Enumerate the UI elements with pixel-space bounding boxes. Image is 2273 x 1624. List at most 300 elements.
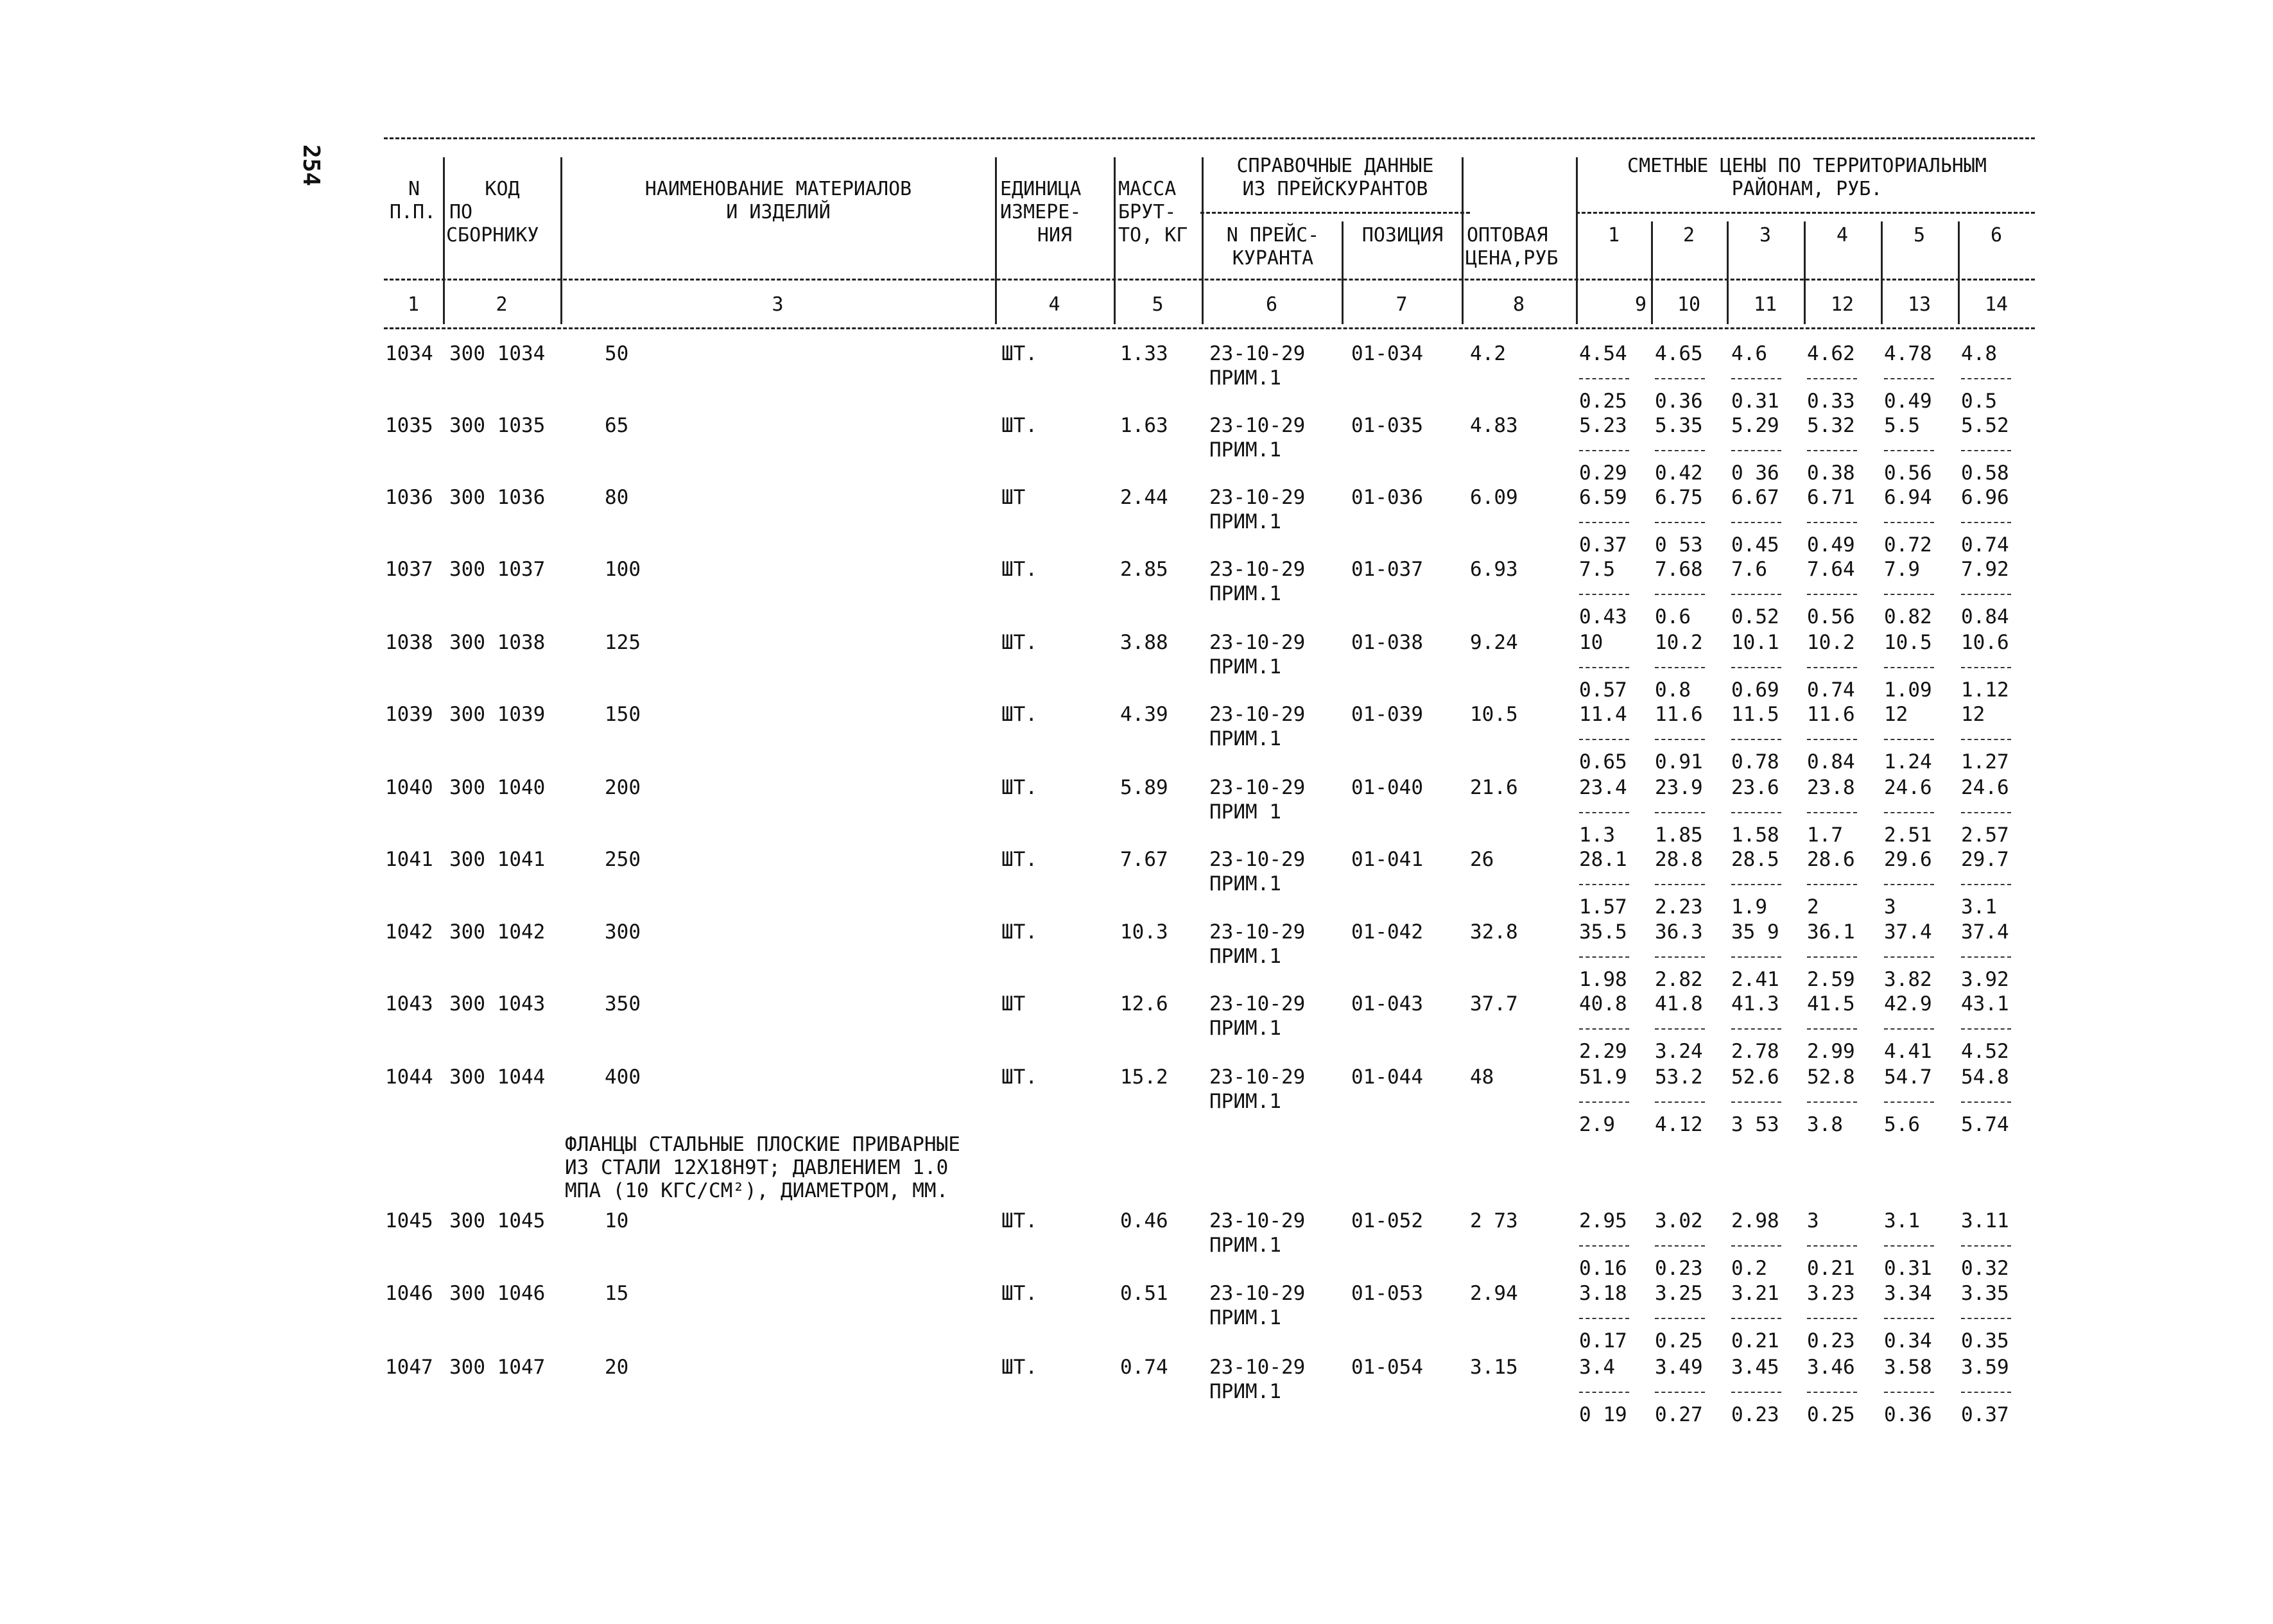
fraction-rule [1579,594,1629,595]
fraction-rule [1655,1245,1705,1247]
price-bottom: 1.85 [1655,824,1703,847]
hdr-unit-3: НИЯ [1037,224,1073,246]
price-bottom: 0.91 [1655,750,1703,773]
price-bottom: 0.23 [1731,1403,1779,1426]
hdr-district: 3 [1759,224,1772,246]
price-bottom: 2.78 [1731,1040,1779,1063]
row-unit: ШТ. [1001,1282,1037,1305]
price-top: 2.95 [1579,1209,1627,1232]
row-name: 150 [605,703,641,726]
fraction-rule [1807,884,1857,885]
price-bottom: 0.25 [1655,1329,1703,1352]
price-bottom: 5.74 [1961,1113,2009,1136]
price-top: 37.4 [1961,920,2009,944]
hdr-name: НАИМЕНОВАНИЕ МАТЕРИАЛОВ [644,178,912,200]
row-wholesale-price: 2 73 [1470,1209,1518,1232]
price-top: 6.96 [1961,486,2009,509]
price-top: 29.6 [1884,848,1932,871]
row-position: 01-039 [1351,703,1423,726]
header-mid-rule [384,279,2035,281]
price-top: 7.5 [1579,558,1615,581]
fraction-rule [1961,956,2011,958]
price-bottom: 0.84 [1961,605,2009,628]
price-bottom: 2 [1807,895,1819,919]
price-bottom: 1.9 [1731,895,1767,919]
price-top: 36.1 [1807,920,1855,944]
row-code: 300 1041 [449,848,546,871]
price-bottom: 5.6 [1884,1113,1920,1136]
row-unit: ШТ. [1001,1066,1037,1089]
row-number: 1042 [385,920,433,944]
row-pricelist-note: ПРИМ 1 [1209,800,1281,824]
row-unit: ШТ. [1001,848,1037,871]
row-unit: ШТ [1001,992,1026,1015]
row-position: 01-041 [1351,848,1423,871]
hdr-pp: П.П. [389,201,436,223]
row-mass: 15.2 [1120,1066,1168,1089]
fraction-rule [1961,522,2011,523]
fraction-rule [1884,594,1934,595]
row-name: 80 [605,486,629,509]
hdr-prices-2: РАЙОНАМ, РУБ. [1731,178,1883,200]
header-bottom-rule [384,327,2035,329]
price-top: 23.9 [1655,776,1703,799]
price-top: 3 [1807,1209,1819,1232]
price-top: 5.23 [1579,414,1627,437]
fraction-rule [1579,812,1629,813]
row-wholesale-price: 48 [1470,1066,1494,1089]
price-bottom: 0.6 [1655,605,1691,628]
row-code: 300 1040 [449,776,546,799]
price-bottom: 0.56 [1884,462,1932,485]
hdr-pos: ПОЗИЦИЯ [1361,224,1444,246]
col-number: 6 [1265,293,1278,316]
row-name: 350 [605,992,641,1015]
fraction-rule [1579,956,1629,958]
hdr-code-sb: СБОРНИКУ [446,224,539,246]
price-bottom: 4.52 [1961,1040,2009,1063]
price-bottom: 2.29 [1579,1040,1627,1063]
fraction-rule [1807,667,1857,668]
price-top: 4.65 [1655,342,1703,365]
fraction-rule [1961,1318,2011,1319]
row-mass: 0.46 [1120,1209,1168,1232]
fraction-rule [1807,1318,1857,1319]
col-number: 9 [1634,293,1646,316]
section-title-line2: ИЗ СТАЛИ 12Х18Н9Т; ДАВЛЕНИЕМ 1.0 [565,1156,949,1179]
price-top: 4.62 [1807,342,1855,365]
col-number: 2 [496,293,508,316]
row-pricelist: 23-10-29 [1209,1066,1306,1089]
row-unit: ШТ. [1001,920,1037,944]
fraction-rule [1579,1028,1629,1030]
hdr-unit-1: ЕДИНИЦА [1000,178,1082,200]
price-top: 41.5 [1807,992,1855,1015]
row-code: 300 1046 [449,1282,546,1305]
hdr-district: 1 [1607,224,1620,246]
row-pricelist-note: ПРИМ.1 [1209,655,1281,678]
fraction-rule [1807,739,1857,740]
price-bottom: 0.82 [1884,605,1932,628]
price-top: 29.7 [1961,848,2009,871]
price-bottom: 0.42 [1655,462,1703,485]
price-top: 37.4 [1884,920,1932,944]
fraction-rule [1731,1028,1781,1030]
row-mass: 7.67 [1120,848,1168,871]
row-pricelist: 23-10-29 [1209,1282,1306,1305]
row-pricelist: 23-10-29 [1209,1209,1306,1232]
fraction-rule [1655,812,1705,813]
fraction-rule [1655,1101,1705,1103]
fraction-rule [1884,1318,1934,1319]
fraction-rule [1884,956,1934,958]
price-top: 23.4 [1579,776,1627,799]
price-top: 43.1 [1961,992,2009,1015]
row-position: 01-037 [1351,558,1423,581]
row-number: 1036 [385,486,433,509]
price-top: 3.11 [1961,1209,2009,1232]
row-mass: 3.88 [1120,631,1168,654]
price-bottom: 0.49 [1807,533,1855,557]
price-bottom: 2.9 [1579,1113,1615,1136]
price-top: 52.8 [1807,1066,1855,1089]
fraction-rule [1655,667,1705,668]
price-top: 2.98 [1731,1209,1779,1232]
fraction-rule [1655,1028,1705,1030]
row-number: 1035 [385,414,433,437]
row-mass: 5.89 [1120,776,1168,799]
row-pricelist: 23-10-29 [1209,414,1306,437]
fraction-rule [1579,1101,1629,1103]
row-code: 300 1035 [449,414,546,437]
price-top: 5.35 [1655,414,1703,437]
fraction-rule [1731,667,1781,668]
section-title-line1: ФЛАНЦЫ СТАЛЬНЫЕ ПЛОСКИЕ ПРИВАРНЫЕ [565,1133,960,1156]
price-bottom: 1.24 [1884,750,1932,773]
row-number: 1047 [385,1356,433,1379]
hdr-prices-1: СМЕТНЫЕ ЦЕНЫ ПО ТЕРРИТОРИАЛЬНЫМ [1627,155,1987,177]
row-number: 1041 [385,848,433,871]
row-code: 300 1045 [449,1209,546,1232]
price-bottom: 0.21 [1807,1257,1855,1280]
fraction-rule [1731,812,1781,813]
price-top: 52.6 [1731,1066,1779,1089]
price-top: 28.1 [1579,848,1627,871]
price-top: 7.9 [1884,558,1920,581]
price-bottom: 0.43 [1579,605,1627,628]
price-top: 3.45 [1731,1356,1779,1379]
row-pricelist-note: ПРИМ.1 [1209,1090,1281,1113]
price-bottom: 1.27 [1961,750,2009,773]
price-top: 10.2 [1807,631,1855,654]
fraction-rule [1961,739,2011,740]
row-position: 01-054 [1351,1356,1423,1379]
price-bottom: 1.58 [1731,824,1779,847]
row-number: 1038 [385,631,433,654]
col-number: 13 [1907,293,1932,316]
price-top: 23.8 [1807,776,1855,799]
row-number: 1046 [385,1282,433,1305]
fraction-rule [1884,1028,1934,1030]
row-name: 50 [605,342,629,365]
price-bottom: 2.59 [1807,968,1855,991]
row-position: 01-035 [1351,414,1423,437]
price-bottom: 3.8 [1807,1113,1843,1136]
row-pricelist: 23-10-29 [1209,703,1306,726]
row-pricelist: 23-10-29 [1209,776,1306,799]
price-top: 7.64 [1807,558,1855,581]
row-unit: ШТ. [1001,558,1037,581]
price-bottom: 2.99 [1807,1040,1855,1063]
price-top: 51.9 [1579,1066,1627,1089]
fraction-rule [1579,739,1629,740]
row-pricelist: 23-10-29 [1209,1356,1306,1379]
price-bottom: 0.5 [1961,390,1997,413]
fraction-rule [1731,1245,1781,1247]
price-bottom: 1.57 [1579,895,1627,919]
row-pricelist-note: ПРИМ.1 [1209,1306,1281,1329]
price-top: 11.4 [1579,703,1627,726]
price-top: 5.52 [1961,414,2009,437]
price-top: 4.6 [1731,342,1767,365]
hdr-ref-1: СПРАВОЧНЫЕ ДАННЫЕ [1236,155,1434,177]
row-pricelist: 23-10-29 [1209,992,1306,1015]
price-bottom: 0 53 [1655,533,1703,557]
price-bottom: 0 19 [1579,1403,1627,1426]
hdr-n: N [408,178,420,200]
price-bottom: 0.74 [1961,533,2009,557]
price-top: 11.6 [1655,703,1703,726]
row-unit: ШТ. [1001,1209,1037,1232]
price-top: 41.3 [1731,992,1779,1015]
price-bottom: 0.65 [1579,750,1627,773]
price-top: 5.32 [1807,414,1855,437]
page-number: 254 [298,144,324,187]
col-number: 8 [1512,293,1525,316]
ref-group-rule [1200,212,1470,214]
row-code: 300 1042 [449,920,546,944]
row-pricelist-note: ПРИМ.1 [1209,727,1281,750]
fraction-rule [1807,1028,1857,1030]
price-top: 11.6 [1807,703,1855,726]
row-pricelist-note: ПРИМ.1 [1209,367,1281,390]
price-top: 3.34 [1884,1282,1932,1305]
row-position: 01-034 [1351,342,1423,365]
price-bottom: 4.12 [1655,1113,1703,1136]
fraction-rule [1655,1392,1705,1393]
fraction-rule [1731,739,1781,740]
price-bottom: 0.29 [1579,462,1627,485]
fraction-rule [1655,378,1705,379]
prices-group-rule [1576,212,2035,214]
price-bottom: 0.37 [1961,1403,2009,1426]
row-code: 300 1039 [449,703,546,726]
price-bottom: 0.78 [1731,750,1779,773]
price-top: 7.92 [1961,558,2009,581]
hdr-district: 5 [1913,224,1926,246]
price-bottom: 0.49 [1884,390,1932,413]
hdr-district: 2 [1682,224,1695,246]
col-number: 10 [1677,293,1701,316]
row-code: 300 1047 [449,1356,546,1379]
fraction-rule [1807,956,1857,958]
price-bottom: 0.21 [1731,1329,1779,1352]
row-unit: ШТ. [1001,631,1037,654]
price-top: 4.54 [1579,342,1627,365]
price-bottom: 0.84 [1807,750,1855,773]
hdr-code: КОД [485,178,520,200]
price-top: 3.23 [1807,1282,1855,1305]
row-pricelist: 23-10-29 [1209,342,1306,365]
hdr-mass-1: МАССА [1118,178,1177,200]
fraction-rule [1884,378,1934,379]
price-top: 10.2 [1655,631,1703,654]
fraction-rule [1807,812,1857,813]
fraction-rule [1807,378,1857,379]
price-bottom: 0.31 [1884,1257,1932,1280]
price-bottom: 0.35 [1961,1329,2009,1352]
price-bottom: 0.23 [1807,1329,1855,1352]
price-top: 6.67 [1731,486,1779,509]
fraction-rule [1655,956,1705,958]
row-number: 1043 [385,992,433,1015]
row-name: 400 [605,1066,641,1089]
price-bottom: 0.25 [1579,390,1627,413]
row-number: 1037 [385,558,433,581]
price-bottom: 0.37 [1579,533,1627,557]
price-top: 6.71 [1807,486,1855,509]
fraction-rule [1961,812,2011,813]
row-unit: ШТ. [1001,342,1037,365]
row-number: 1040 [385,776,433,799]
fraction-rule [1961,1245,2011,1247]
fraction-rule [1961,594,2011,595]
price-top: 40.8 [1579,992,1627,1015]
row-code: 300 1038 [449,631,546,654]
price-bottom: 0.16 [1579,1257,1627,1280]
fraction-rule [1807,1392,1857,1393]
row-mass: 1.33 [1120,342,1168,365]
price-bottom: 0.69 [1731,678,1779,702]
price-bottom: 0.17 [1579,1329,1627,1352]
price-bottom: 0.52 [1731,605,1779,628]
price-top: 3.59 [1961,1356,2009,1379]
row-wholesale-price: 4.2 [1470,342,1506,365]
fraction-rule [1731,522,1781,523]
price-bottom: 0.32 [1961,1257,2009,1280]
price-top: 5.29 [1731,414,1779,437]
fraction-rule [1961,1028,2011,1030]
col-number: 11 [1753,293,1777,316]
row-pricelist: 23-10-29 [1209,486,1306,509]
price-bottom: 0.56 [1807,605,1855,628]
fraction-rule [1655,739,1705,740]
row-mass: 10.3 [1120,920,1168,944]
row-number: 1045 [385,1209,433,1232]
col-number: 14 [1984,293,2009,316]
row-pricelist-note: ПРИМ.1 [1209,945,1281,968]
fraction-rule [1807,1245,1857,1247]
row-position: 01-043 [1351,992,1423,1015]
col-number: 4 [1048,293,1060,316]
col-number: 12 [1830,293,1854,316]
row-position: 01-038 [1351,631,1423,654]
price-top: 3.1 [1884,1209,1920,1232]
row-pricelist-note: ПРИМ.1 [1209,1380,1281,1403]
price-top: 5.5 [1884,414,1920,437]
row-pricelist: 23-10-29 [1209,631,1306,654]
row-name: 250 [605,848,641,871]
price-top: 10.1 [1731,631,1779,654]
price-bottom: 3.1 [1961,895,1997,919]
row-position: 01-053 [1351,1282,1423,1305]
price-bottom: 3 [1884,895,1896,919]
price-top: 7.6 [1731,558,1767,581]
hdr-pk-2: КУРАНТА [1232,247,1314,270]
price-bottom: 0.36 [1655,390,1703,413]
row-wholesale-price: 3.15 [1470,1356,1518,1379]
price-top: 3.58 [1884,1356,1932,1379]
hdr-pk-1: N ПРЕЙС- [1226,224,1320,246]
row-mass: 2.44 [1120,486,1168,509]
price-top: 11.5 [1731,703,1779,726]
price-top: 35 9 [1731,920,1779,944]
row-unit: ШТ. [1001,414,1037,437]
price-top: 6.94 [1884,486,1932,509]
row-wholesale-price: 6.09 [1470,486,1518,509]
price-bottom: 1.7 [1807,824,1843,847]
price-bottom: 0.31 [1731,390,1779,413]
price-bottom: 0.2 [1731,1257,1767,1280]
row-pricelist-note: ПРИМ.1 [1209,582,1281,605]
hdr-unit-2: ИЗМЕРЕ- [1000,201,1082,223]
price-bottom: 3.24 [1655,1040,1703,1063]
row-position: 01-036 [1351,486,1423,509]
fraction-rule [1807,1101,1857,1103]
col-number: 1 [407,293,420,316]
hdr-ref-2: ИЗ ПРЕЙСКУРАНТОВ [1242,178,1428,200]
fraction-rule [1884,739,1934,740]
price-top: 54.8 [1961,1066,2009,1089]
fraction-rule [1655,594,1705,595]
price-bottom: 0 36 [1731,462,1779,485]
price-bottom: 4.41 [1884,1040,1932,1063]
fraction-rule [1655,1318,1705,1319]
fraction-rule [1731,1101,1781,1103]
fraction-rule [1961,884,2011,885]
price-top: 3.46 [1807,1356,1855,1379]
price-bottom: 2.51 [1884,824,1932,847]
price-top: 3.18 [1579,1282,1627,1305]
price-top: 24.6 [1961,776,2009,799]
price-top: 3.35 [1961,1282,2009,1305]
fraction-rule [1807,594,1857,595]
hdr-price-2: ЦЕНА,РУБ [1465,247,1559,270]
fraction-rule [1731,594,1781,595]
price-bottom: 1.98 [1579,968,1627,991]
price-top: 3.02 [1655,1209,1703,1232]
fraction-rule [1961,450,2011,451]
row-wholesale-price: 6.93 [1470,558,1518,581]
price-top: 3.4 [1579,1356,1615,1379]
price-bottom: 0.38 [1807,462,1855,485]
price-top: 10.6 [1961,631,2009,654]
row-unit: ШТ. [1001,703,1037,726]
price-bottom: 1.09 [1884,678,1932,702]
fraction-rule [1884,1245,1934,1247]
hdr-price-1: ОПТОВАЯ [1467,224,1548,246]
price-top: 23.6 [1731,776,1779,799]
